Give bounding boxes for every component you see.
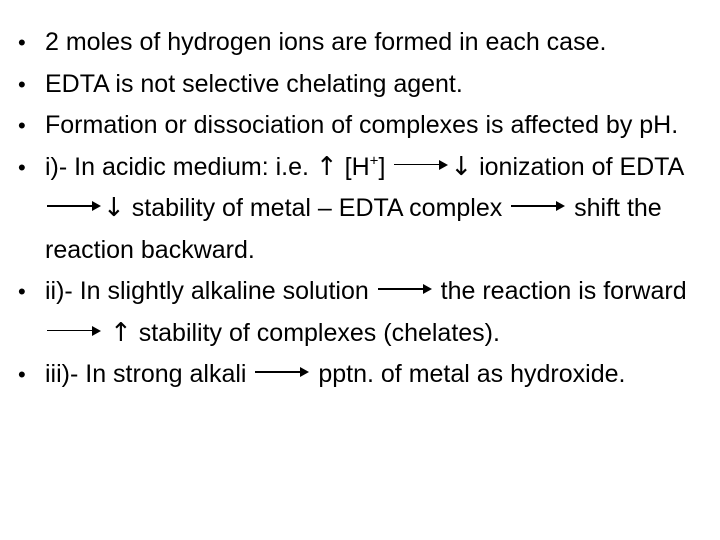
bullet-text-part: ii)- In slightly alkaline solution [45, 277, 376, 305]
down-arrow-icon: ↓ [450, 151, 473, 182]
bullet-text-part: ] [378, 152, 393, 181]
bullet-text-part: ionization of EDTA [472, 152, 683, 181]
bullet-text-part: stability of metal – EDTA complex [124, 194, 510, 222]
bullet-text-part: iii)- In strong alkali [45, 360, 254, 388]
up-arrow-icon: ↑ [315, 151, 338, 182]
bullet-icon: • [18, 71, 26, 97]
right-arrow-icon [394, 159, 448, 171]
bullet-item-slightly-alkaline [18, 271, 708, 354]
bullet-icon: • [18, 30, 26, 55]
superscript-plus: + [369, 152, 379, 170]
bullet-text-part: the reaction is forward [433, 277, 687, 305]
bullet-icon: • [18, 113, 26, 138]
up-arrow-icon: ↑ [109, 317, 132, 348]
right-arrow-icon [47, 200, 101, 212]
bullet-text-part: shift the reaction backward. [45, 194, 662, 264]
bullet-text: EDTA is not selective chelating agent. [45, 69, 463, 98]
bullet-text-part: pptn. of metal as hydroxide. [311, 360, 626, 388]
bullet-icon: • [18, 362, 26, 387]
bullet-item-edta-selectivity [18, 64, 708, 106]
bullet-text: Formation or dissociation of complexes is affected by pH. [45, 111, 679, 139]
right-arrow-icon [47, 325, 101, 337]
down-arrow-icon: ↓ [103, 193, 125, 223]
bullet-item-strong-alkali [18, 354, 708, 396]
right-arrow-icon [378, 283, 432, 295]
bullet-text-part: stability of complexes (chelates). [131, 318, 500, 347]
bullet-item-hydrogen-ions [18, 22, 708, 64]
bullet-list [18, 22, 708, 396]
bullet-text-part [103, 319, 110, 347]
right-arrow-icon [255, 366, 309, 378]
bullet-text: 2 moles of hydrogen ions are formed in each case. [45, 28, 607, 56]
bullet-item-acidic-medium [18, 147, 708, 272]
bullet-item-ph-effect [18, 105, 708, 147]
right-arrow-icon [511, 200, 565, 212]
bullet-icon: • [18, 154, 26, 180]
bullet-icon: • [18, 279, 26, 304]
bullet-text-part: i)- In acidic medium: i.e. [45, 152, 316, 181]
bullet-text-part: [H [337, 152, 370, 181]
